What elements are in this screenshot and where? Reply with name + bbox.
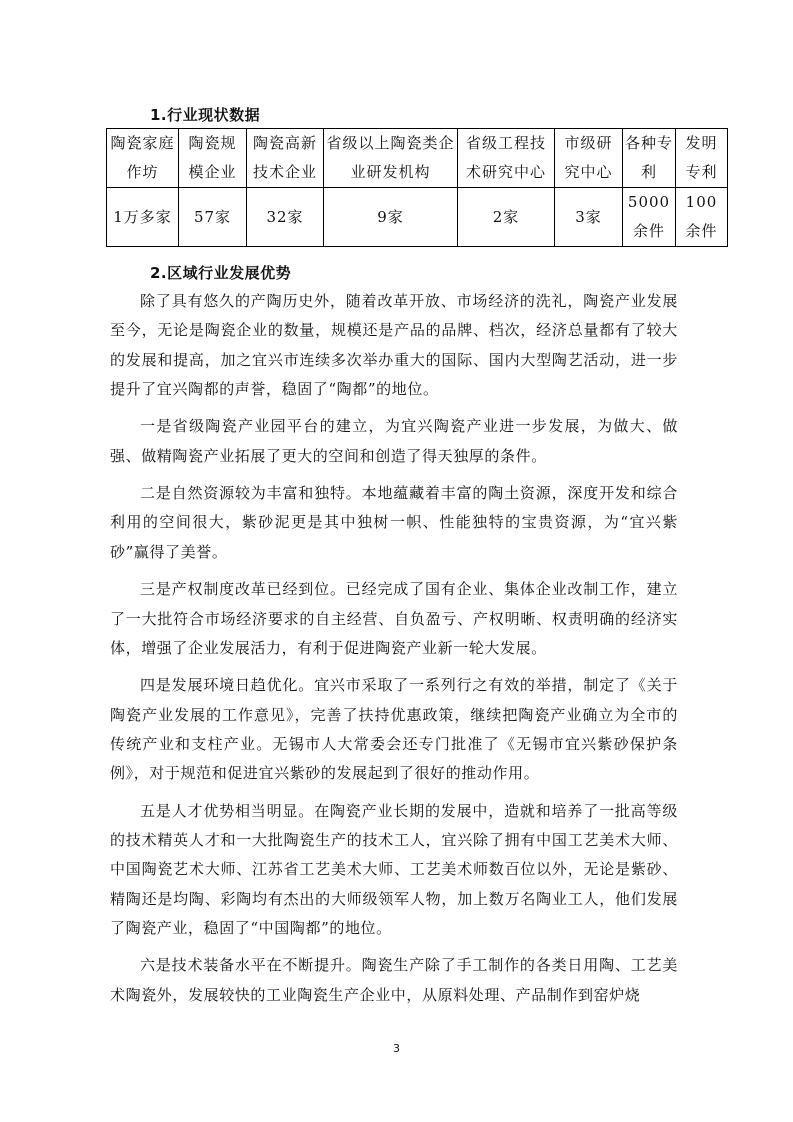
table-header-cell: 陶瓷家庭作坊 — [107, 129, 179, 188]
paragraph: 六是技术装备水平在不断提升。陶瓷生产除了手工制作的各类日用陶、工艺美术陶瓷外，发展较快的工业陶瓷生产企业中，从原料处理、产品制作到窑炉烧 — [110, 956, 678, 1004]
paragraph: 一是省级陶瓷产业园平台的建立，为宜兴陶瓷产业进一步发展，为做大、做强、做精陶瓷产业拓展了更大的空间和创造了得天独厚的条件。 — [110, 417, 678, 465]
table-header-row — [107, 129, 728, 188]
table-cell: 100余件 — [676, 188, 728, 247]
table-cell: 57家 — [179, 188, 247, 247]
industry-stats-table — [106, 128, 728, 247]
table-cell: 1万多家 — [107, 188, 179, 247]
body-text — [110, 287, 678, 1018]
table-header-cell: 市级研究中心 — [555, 129, 623, 188]
table-header-cell: 陶瓷规模企业 — [179, 129, 247, 188]
paragraph: 三是产权制度改革已经到位。已经完成了国有企业、集体企业改制工作，建立了一大批符合市场经济要求的自主经营、自负盈亏、产权明晰、权责明确的经济实体，增强了企业发展活力，有利于促进陶瓷产业新一轮大发展。 — [110, 580, 678, 657]
table-header-cell: 陶瓷高新技术企业 — [247, 129, 324, 188]
table-row — [107, 188, 728, 247]
table-cell: 3家 — [555, 188, 623, 247]
table-cell: 2家 — [458, 188, 555, 247]
table-header-cell: 发明专利 — [676, 129, 728, 188]
section-1-heading: 1.行业现状数据 — [150, 106, 261, 124]
table-cell: 9家 — [324, 188, 458, 247]
table-header-cell: 省级工程技术研究中心 — [458, 129, 555, 188]
paragraph: 二是自然资源较为丰富和独特。本地蕴藏着丰富的陶土资源，深度开发和综合利用的空间很大，紫砂泥更是其中独树一帜、性能独特的宝贵资源，为“宜兴紫砂”赢得了美誉。 — [110, 484, 678, 561]
section-2-heading: 2.区域行业发展优势 — [150, 264, 292, 282]
paragraph: 四是发展环境日趋优化。宜兴市采取了一系列行之有效的举措，制定了《关于陶瓷产业发展的工作意见》，完善了扶持优惠政策，继续把陶瓷产业确立为全市的传统产业和支柱产业。无锡市人大常委会还专门批准了《无锡市宜兴紫砂保护条例》，对于规范和促进宜兴紫砂的发展起到了很好的推动作用。 — [110, 676, 678, 783]
paragraph: 除了具有悠久的产陶历史外，随着改革开放、市场经济的洗礼，陶瓷产业发展至今，无论是陶瓷企业的数量，规模还是产品的品牌、档次，经济总量都有了较大的发展和提高，加之宜兴市连续多次举办重大的国际、国内大型陶艺活动，进一步提升了宜兴陶都的声誉，稳固了“陶都”的地位。 — [110, 292, 678, 398]
paragraph: 五是人才优势相当明显。在陶瓷产业长期的发展中，造就和培养了一批高等级的技术精英人才和一大批陶瓷生产的技术工人，宜兴除了拥有中国工艺美术大师、中国陶瓷艺术大师、江苏省工艺美术大师、工艺美术师数百位以外，无论是紫砂、精陶还是均陶、彩陶均有杰出的大师级领军人物，加上数万名陶业工人，他们发展了陶瓷产业，稳固了“中国陶都”的地位。 — [110, 801, 678, 937]
table-cell: 5000余件 — [623, 188, 676, 247]
table-header-cell: 省级以上陶瓷类企业研发机构 — [324, 129, 458, 188]
page-number: 3 — [393, 1042, 400, 1055]
table-cell: 32家 — [247, 188, 324, 247]
table-header-cell: 各种专利 — [623, 129, 676, 188]
